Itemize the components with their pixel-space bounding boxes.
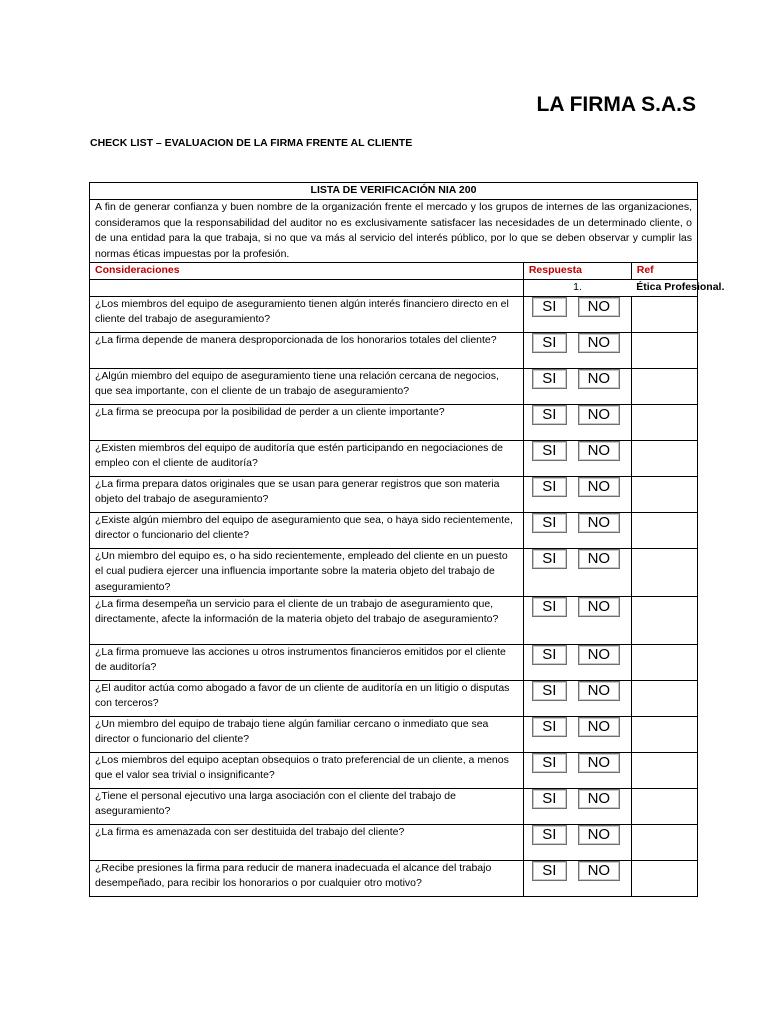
si-button[interactable]: SI: [532, 753, 567, 773]
ref-cell[interactable]: [631, 332, 697, 368]
table-row: [90, 476, 698, 512]
table-title-row: [90, 183, 698, 200]
no-button[interactable]: NO: [578, 861, 620, 881]
header-respuesta: Respuesta: [523, 263, 631, 280]
question-text: ¿La firma desempeña un servicio para el cliente de un trabajo de aseguramiento que, directamente, afecte la información de la materia objeto del trabajo de aseguramiento?: [90, 596, 524, 644]
answer-cell: [523, 752, 631, 788]
no-button[interactable]: NO: [578, 405, 620, 425]
ref-cell[interactable]: [631, 404, 697, 440]
ref-cell[interactable]: [631, 476, 697, 512]
answer-buttons: [529, 333, 626, 353]
ref-cell[interactable]: [631, 860, 697, 896]
no-button[interactable]: NO: [578, 369, 620, 389]
section-spacer: [90, 280, 524, 297]
table-row: [90, 332, 698, 368]
question-text: ¿La firma prepara datos originales que se usan para generar registros que son materia objeto del trabajo de aseguramiento?: [90, 476, 524, 512]
si-button[interactable]: SI: [532, 825, 567, 845]
si-button[interactable]: SI: [532, 597, 567, 617]
question-text: ¿Los miembros del equipo de aseguramiento tienen algún interés financiero directo en el cliente del trabajo de aseguramiento?: [90, 296, 524, 332]
answer-cell: [523, 512, 631, 548]
answer-buttons: [529, 405, 626, 425]
si-button[interactable]: SI: [532, 717, 567, 737]
si-button[interactable]: SI: [532, 549, 567, 569]
table-row: [90, 548, 698, 596]
answer-buttons: [529, 597, 626, 617]
table-row: [90, 644, 698, 680]
ref-cell[interactable]: [631, 368, 697, 404]
document-subtitle: CHECK LIST – EVALUACION DE LA FIRMA FRENTE AL CLIENTE: [90, 137, 413, 149]
no-button[interactable]: NO: [578, 549, 620, 569]
question-text: ¿La firma es amenazada con ser destituida del trabajo del cliente?: [90, 824, 524, 860]
table-row: [90, 680, 698, 716]
intro-text: A fin de generar confianza y buen nombre de la organización frente el mercado y los grupos de internes de las organizaciones, consideramos que la responsabilidad del auditor no es exclusivamente satisfacer las necesidades de un determinado cliente, o de una entidad para la que trabaja, si no que va más al servicio del interés público, por lo que se deben observar y cumplir las normas éticas impuestas por la profesión.: [90, 200, 698, 263]
answer-cell: [523, 548, 631, 596]
section-number: 1.: [523, 280, 631, 297]
question-text: ¿El auditor actúa como abogado a favor de un cliente de auditoría en un litigio o disputas con terceros?: [90, 680, 524, 716]
no-button[interactable]: NO: [578, 789, 620, 809]
answer-buttons: [529, 861, 626, 881]
table-row: [90, 440, 698, 476]
answer-cell: [523, 644, 631, 680]
no-button[interactable]: NO: [578, 825, 620, 845]
ref-cell[interactable]: [631, 596, 697, 644]
no-button[interactable]: NO: [578, 597, 620, 617]
answer-cell: [523, 824, 631, 860]
answer-cell: [523, 332, 631, 368]
answer-buttons: [529, 825, 626, 845]
table-row: [90, 296, 698, 332]
no-button[interactable]: NO: [578, 477, 620, 497]
question-text: ¿Algún miembro del equipo de aseguramiento tiene una relación cercana de negocios, que sea importante, con el cliente de un trabajo de aseguramiento?: [90, 368, 524, 404]
answer-cell: [523, 296, 631, 332]
company-name: LA FIRMA S.A.S: [536, 93, 696, 116]
answer-cell: [523, 788, 631, 824]
answer-buttons: [529, 441, 626, 461]
ref-cell[interactable]: [631, 680, 697, 716]
no-button[interactable]: NO: [578, 681, 620, 701]
question-text: ¿Recibe presiones la firma para reducir de manera inadecuada el alcance del trabajo desempeñado, para recibir los honorarios o por cualquier otro motivo?: [90, 860, 524, 896]
si-button[interactable]: SI: [532, 477, 567, 497]
no-button[interactable]: NO: [578, 297, 620, 317]
answer-buttons: [529, 681, 626, 701]
answer-buttons: [529, 369, 626, 389]
question-text: ¿Tiene el personal ejecutivo una larga asociación con el cliente del trabajo de aseguramiento?: [90, 788, 524, 824]
ref-cell[interactable]: [631, 788, 697, 824]
answer-buttons: [529, 549, 626, 569]
table-row: [90, 596, 698, 644]
no-button[interactable]: NO: [578, 441, 620, 461]
no-button[interactable]: NO: [578, 645, 620, 665]
no-button[interactable]: NO: [578, 753, 620, 773]
ref-cell[interactable]: [631, 440, 697, 476]
si-button[interactable]: SI: [532, 441, 567, 461]
answer-cell: [523, 404, 631, 440]
si-button[interactable]: SI: [532, 297, 567, 317]
section-row: [90, 280, 698, 297]
question-text: ¿Existen miembros del equipo de auditoría que estén participando en negociaciones de empleo con el cliente de auditoría?: [90, 440, 524, 476]
ref-cell[interactable]: [631, 752, 697, 788]
answer-buttons: [529, 717, 626, 737]
section-name: Ética Profesional.: [631, 280, 697, 297]
question-text: ¿La firma se preocupa por la posibilidad de perder a un cliente importante?: [90, 404, 524, 440]
si-button[interactable]: SI: [532, 513, 567, 533]
si-button[interactable]: SI: [532, 333, 567, 353]
table-row: [90, 752, 698, 788]
question-text: ¿La firma promueve las acciones u otros instrumentos financieros emitidos por el cliente de auditoría?: [90, 644, 524, 680]
no-button[interactable]: NO: [578, 717, 620, 737]
no-button[interactable]: NO: [578, 513, 620, 533]
ref-cell[interactable]: [631, 824, 697, 860]
si-button[interactable]: SI: [532, 789, 567, 809]
table-row: [90, 716, 698, 752]
header-consideraciones: Consideraciones: [90, 263, 524, 280]
ref-cell[interactable]: [631, 548, 697, 596]
table-row: [90, 824, 698, 860]
si-button[interactable]: SI: [532, 405, 567, 425]
si-button[interactable]: SI: [532, 681, 567, 701]
question-text: ¿Un miembro del equipo es, o ha sido recientemente, empleado del cliente en un puesto el cual pudiera ejercer una influencia importante sobre la materia objeto del trabajo de aseguramiento?: [90, 548, 524, 596]
answer-buttons: [529, 789, 626, 809]
table-row: [90, 860, 698, 896]
header-ref: Ref: [631, 263, 697, 280]
si-button[interactable]: SI: [532, 369, 567, 389]
answer-cell: [523, 476, 631, 512]
table-row: [90, 788, 698, 824]
answer-cell: [523, 596, 631, 644]
table-row: [90, 512, 698, 548]
question-text: ¿Existe algún miembro del equipo de aseguramiento que sea, o haya sido recientemente, director o funcionario del cliente?: [90, 512, 524, 548]
table-row: [90, 404, 698, 440]
checklist-table: [89, 182, 725, 897]
answer-buttons: [529, 753, 626, 773]
answer-cell: [523, 440, 631, 476]
answer-cell: [523, 680, 631, 716]
ref-cell[interactable]: [631, 644, 697, 680]
header-row: [90, 263, 698, 280]
answer-buttons: [529, 297, 626, 317]
table-row: [90, 368, 698, 404]
intro-row: [90, 200, 698, 263]
question-text: ¿Los miembros del equipo aceptan obsequios o trato preferencial de un cliente, a menos que el valor sea trivial o insignificante?: [90, 752, 524, 788]
si-button[interactable]: SI: [532, 861, 567, 881]
ref-cell[interactable]: [631, 296, 697, 332]
ref-cell[interactable]: [631, 512, 697, 548]
question-text: ¿La firma depende de manera desproporcionada de los honorarios totales del cliente?: [90, 332, 524, 368]
si-button[interactable]: SI: [532, 645, 567, 665]
answer-cell: [523, 860, 631, 896]
answer-buttons: [529, 477, 626, 497]
table-title: LISTA DE VERIFICACIÓN NIA 200: [90, 183, 698, 200]
answer-buttons: [529, 513, 626, 533]
answer-cell: [523, 716, 631, 752]
no-button[interactable]: NO: [578, 333, 620, 353]
question-text: ¿Un miembro del equipo de trabajo tiene algún familiar cercano o inmediato que sea director o funcionario del cliente?: [90, 716, 524, 752]
answer-buttons: [529, 645, 626, 665]
answer-cell: [523, 368, 631, 404]
ref-cell[interactable]: [631, 716, 697, 752]
